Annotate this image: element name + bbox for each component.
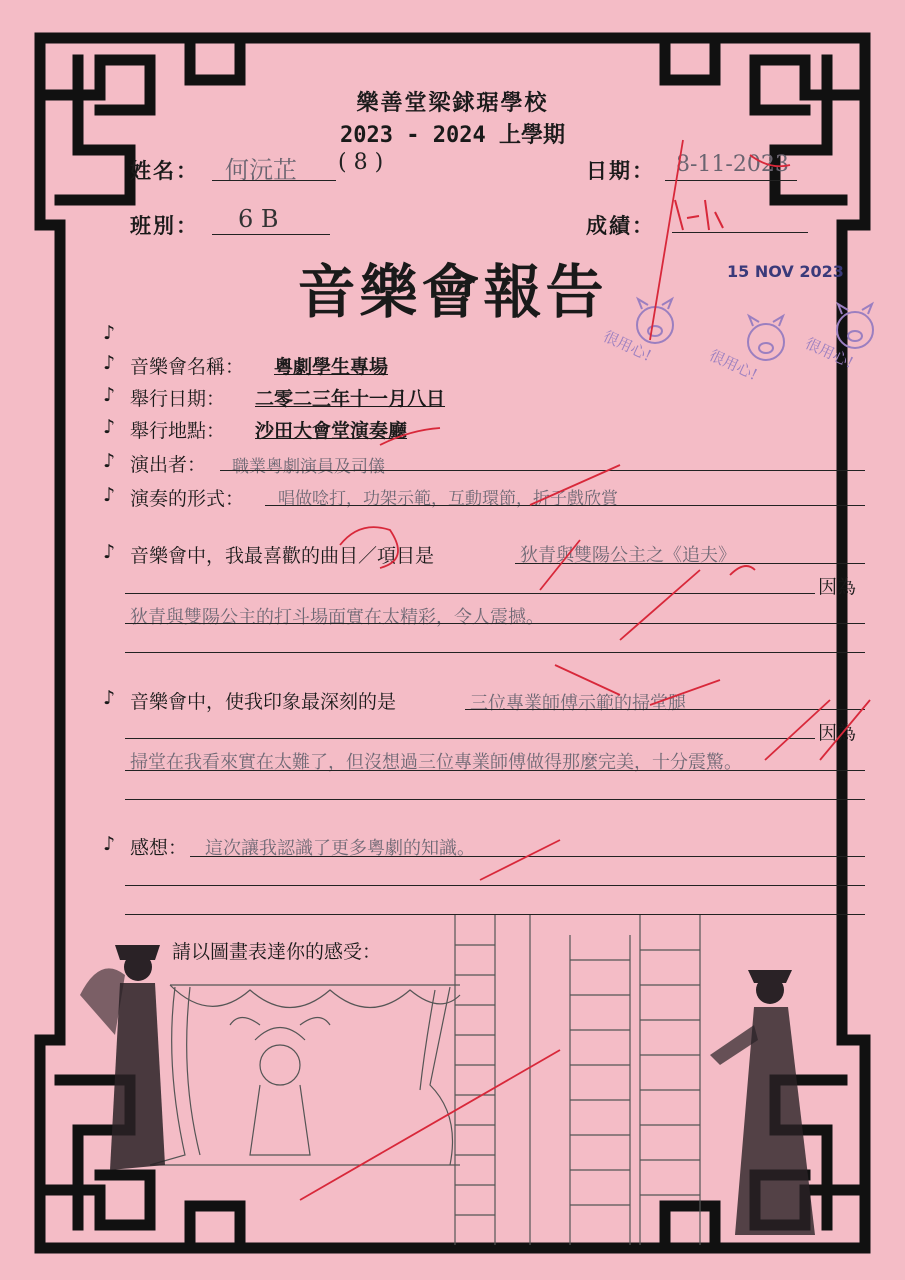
music-note-icon: ♪ — [103, 484, 116, 506]
q2-reason[interactable]: 掃堂在我看來實在太難了，但沒想過三位專業師傅做得那麼完美，十分震驚。 — [130, 752, 742, 773]
name-label: 姓名： — [130, 159, 199, 183]
q1-because: 因為 — [818, 576, 857, 598]
music-note-icon: ♪ — [103, 541, 116, 563]
name-value[interactable]: 何沅芷 — [225, 156, 297, 184]
music-note-icon: ♪ — [103, 450, 116, 472]
teacher-stamp-text: 很用心! — [600, 327, 655, 365]
music-note-icon: ♪ — [103, 322, 116, 344]
form-value[interactable]: 唱做唸打，功架示範，互動環節，折子戲欣賞 — [278, 489, 618, 509]
q1-answer[interactable]: 狄青與雙陽公主之《追夫》 — [520, 545, 736, 566]
date-value[interactable]: 8-11-2023 — [676, 152, 789, 177]
venue-label: 舉行地點： — [130, 420, 226, 442]
form-label: 演奏的形式： — [130, 488, 245, 510]
concert-name-value: 粵劇學生專場 — [274, 356, 389, 378]
grade-label: 成績： — [586, 214, 655, 238]
teacher-stamp-text: 很用心! — [802, 334, 857, 372]
class-label: 班別： — [130, 214, 199, 238]
received-date-stamp: 15 NOV 2023 — [727, 262, 844, 281]
concert-date-value: 二零二三年十一月八日 — [255, 388, 446, 410]
q3-answer[interactable]: 這次讓我認識了更多粵劇的知識。 — [205, 838, 475, 859]
concert-date-label: 舉行日期： — [130, 388, 226, 410]
name-number: ( 8 ) — [338, 150, 384, 175]
concert-name-label: 音樂會名稱： — [130, 356, 245, 378]
music-note-icon: ♪ — [103, 833, 116, 855]
venue-value: 沙田大會堂演奏廳 — [255, 420, 408, 442]
term-label: 2023 - 2024 上學期 — [340, 123, 565, 148]
q2-because: 因為 — [818, 722, 857, 744]
q3-prompt: 感想： — [130, 837, 188, 859]
drawing-prompt: 請以圖畫表達你的感受： — [172, 941, 382, 963]
school-name: 樂善堂梁銶琚學校 — [356, 91, 549, 116]
teacher-stamp-text: 很用心! — [706, 346, 761, 384]
q2-answer[interactable]: 三位專業師傅示範的掃堂腿 — [470, 693, 686, 714]
music-note-icon: ♪ — [103, 352, 116, 374]
date-label: 日期： — [586, 159, 655, 183]
music-note-icon: ♪ — [103, 687, 116, 709]
q1-reason[interactable]: 狄青與雙陽公主的打斗場面實在太精彩，令人震撼。 — [130, 607, 544, 628]
music-note-icon: ♪ — [103, 416, 116, 438]
page-title: 音樂會報告 — [297, 258, 608, 326]
performer-label: 演出者： — [130, 454, 207, 476]
music-note-icon: ♪ — [103, 384, 116, 406]
q1-prompt: 音樂會中，我最喜歡的曲目／項目是 — [130, 545, 435, 567]
q2-prompt: 音樂會中，使我印象最深刻的是 — [130, 691, 397, 713]
performer-value[interactable]: 職業粵劇演員及司儀 — [232, 457, 385, 477]
class-value[interactable]: 6 B — [238, 205, 279, 233]
